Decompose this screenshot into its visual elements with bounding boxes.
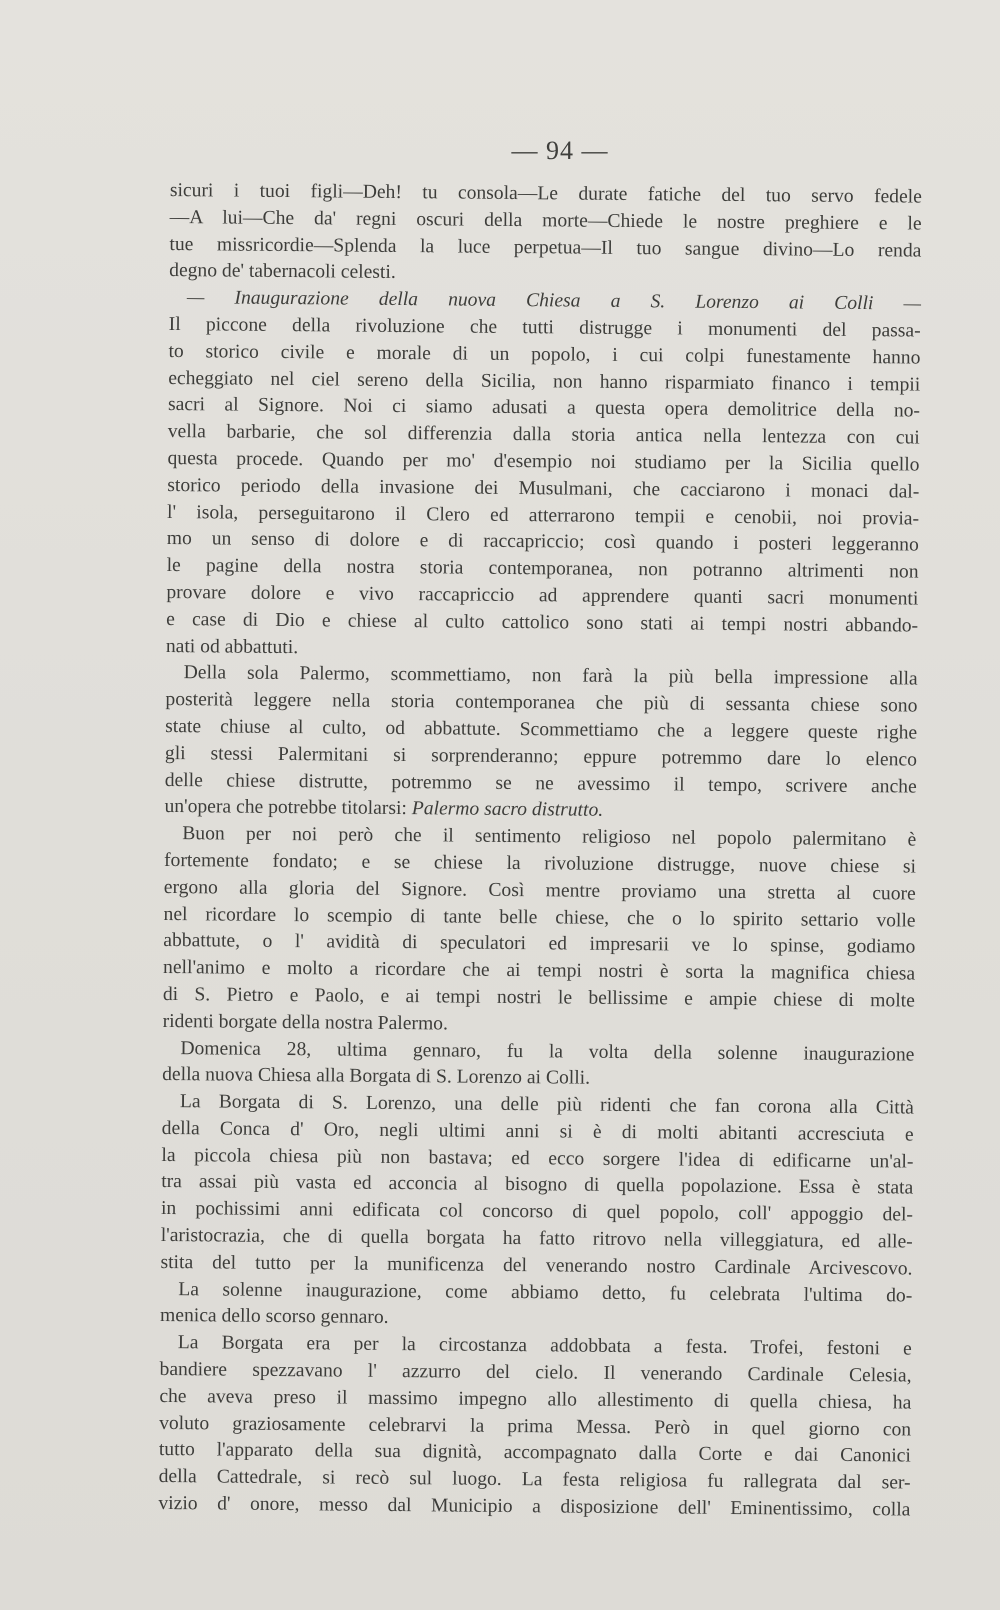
text-line-content: ergono alla gloria del Signore. Così mentre proviamo una stretta al cuore: [163, 876, 916, 905]
text-line-content: —A lui—Che da' regni oscuri della morte—Chiede le nostre preghiere e le: [169, 206, 922, 235]
text-line-content: nel ricordare lo scempio di tante belle chiese, che o lo spirito settario volle: [163, 903, 916, 932]
text-line-content: vella barbarie, che sol differenzia dalla storia antica nella lentezza con cui: [167, 421, 920, 449]
text-line-content: bandiere spezzavano l' azzurro del cielo. Il venerando Cardinale Celesia,: [159, 1359, 912, 1387]
text-line-content: posterità leggere nella storia contemporanea che più di sessanta chiese sono: [165, 689, 918, 717]
text-line-content: questa procede. Quando per mo' d'esempio noi studiamo per la Sicilia quello: [167, 447, 920, 476]
text-line-content: sacri al Signore. Noi ci siamo adusati a questa opera demolitrice della no-: [167, 394, 921, 422]
italic-title: Palermo sacro distrutto.: [411, 798, 604, 822]
text-line-content: la piccola chiesa più non bastava; ed ecco sorgere l'idea di edificarne un'al-: [161, 1144, 914, 1173]
text-line-content: in pochissimi anni edificata col concorso di quel popolo, coll' appoggio del-: [160, 1198, 914, 1226]
text-line-content: to storico civile e morale di un popolo, i cui colpi funestamente hanno: [168, 340, 921, 369]
text-line-content: della Conca d' Oro, negli ultimi anni si è di molti abitanti accresciuta e: [161, 1117, 914, 1146]
text-line-content: Il piccone della rivoluzione che tutti distrugge i monumenti del passa-: [168, 313, 921, 342]
text-line-content: ridenti borgate della nostra Palermo.: [162, 1010, 449, 1035]
text-line-content: menica dello scorso gennaro.: [159, 1305, 389, 1329]
text-line-content: La Borgata di S. Lorenzo, una delle più ridenti che fan corona alla Città: [179, 1091, 915, 1119]
text-line-content: che aveva preso il massimo impegno allo allestimento di quella chiesa, ha: [159, 1385, 912, 1414]
text-line-content: mo un senso di dolore e di raccapriccio; così quando i posteri leggeranno: [166, 528, 919, 556]
text-line-content: nati od abbattuti.: [165, 635, 299, 658]
text-line-content: sicuri i tuoi figli—Deh! tu consola—Le durate fatiche del tuo servo fedele: [169, 179, 922, 208]
text-line-content: gli stessi Palermitani si sorprenderanno; eppure potremmo dare lo elenco: [164, 742, 918, 771]
text-line-content: della nuova Chiesa alla Borgata di S. Lorenzo ai Colli.: [162, 1064, 591, 1089]
text-line-content: fortemente fondato; e se chiese la rivoluzione distrugge, nuove chiese si: [163, 849, 917, 878]
text-line-content: tutto l'apparato della sua dignità, accompagnato dalla Corte e dai Canonici: [158, 1439, 911, 1467]
body-text: [158, 178, 922, 1524]
text-line-content: tra assai più vasta ed acconcia al bisogno di quella popolazione. Essa è stata: [161, 1171, 914, 1200]
text-line-content: state chiuse al culto, od abbattute. Scommettiamo che a leggere queste righe: [165, 715, 918, 744]
page-number: — 94 —: [511, 136, 609, 165]
text-line-content: un'opera che potrebbe titolarsi:: [164, 796, 412, 820]
text-line: [158, 1491, 910, 1524]
text-line-content: La Borgata era per la circostanza addobbata a festa. Trofei, festoni e: [177, 1332, 912, 1360]
text-line-content: provare dolore e vivo raccapriccio ad apprendere quanti sacri monumenti: [166, 581, 919, 610]
text-line-content: voluto graziosamente celebrarvi la prima Messa. Però in quel giorno con: [159, 1412, 912, 1441]
text-line-content: e case di Dio e chiese al culto cattolico sono stati ai tempi nostri abbando-: [166, 608, 919, 637]
text-line-content: le pagine della nostra storia contemporanea, non potranno altrimenti non: [166, 555, 919, 583]
text-line-content: l' isola, perseguitarono il Clero ed atterrarono tempii e cenobii, noi provia-: [166, 501, 920, 530]
text-line-content: storico periodo della invasione dei Musulmani, che cacciarono i monaci dal-: [167, 474, 920, 503]
text-line-content: vizio d' onore, messo dal Municipio a disposizione dell' Eminentissimo, colla: [158, 1492, 911, 1521]
text-line-content: stita del tutto per la munificenza del venerando nostro Cardinale Arcivescovo.: [160, 1251, 913, 1280]
text-line-content: di S. Pietro e Paolo, e ai tempi nostri le bellissime e ampie chiese di molte: [162, 983, 915, 1012]
section-heading-text: — Inaugurazione della nuova Chiesa a S. Lorenzo ai Colli —: [186, 287, 922, 315]
text-line-content: Domenica 28, ultima gennaro, fu la volta della solenne inaugurazione: [180, 1037, 915, 1066]
text-line-content: nell'animo e molto a ricordare che ai tempi nostri è sorta la magnifica chiesa: [163, 957, 916, 985]
text-line-content: Buon per noi però che il sentimento religioso nel popolo palermitano è: [182, 823, 917, 851]
text-line-content: delle chiese distrutte, potremmo se ne avessimo il tempo, scrivere anche: [164, 769, 917, 798]
text-line-content: degno de' tabernacoli celesti.: [169, 260, 396, 284]
text-line-content: Della sola Palermo, scommettiamo, non farà la più bella impressione alla: [183, 662, 918, 690]
text-line-content: echeggiato nel ciel sereno della Sicilia, non hanno risparmiato financo i tempii: [168, 367, 921, 396]
text-line-content: della Cattedrale, si recò sul luogo. La festa religiosa fu rallegrata dal ser-: [158, 1466, 911, 1494]
text-line-content: l'aristocrazia, che di quella borgata ha fatto ritrovo nella villeggiatura, ed alle-: [160, 1225, 913, 1253]
text-line-content: La solenne inaugurazione, come abbiamo detto, fu celebrata l'ultima do-: [178, 1278, 913, 1307]
text-line-content: abbattute, o l' avidità di speculatori ed impresarii ve lo spinse, godiamo: [163, 930, 916, 958]
text-line-content: tue missricordie—Splenda la luce perpetua—Il tuo sangue divino—Lo renda: [169, 233, 922, 262]
